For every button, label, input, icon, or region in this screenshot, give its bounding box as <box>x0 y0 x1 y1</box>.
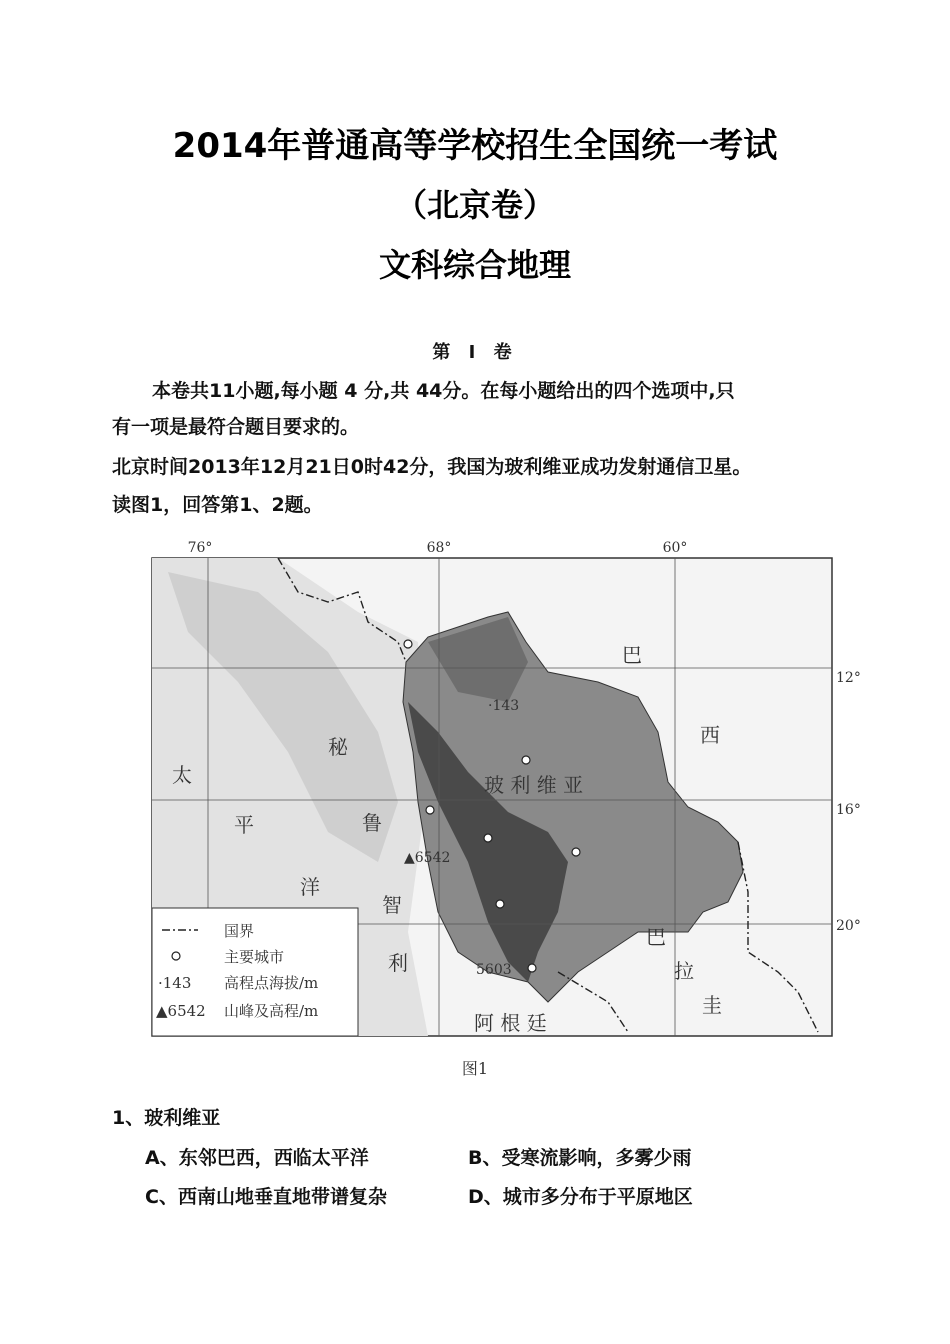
legend-peak-label: 山峰及高程/m <box>224 1002 319 1020</box>
label-pacific-2: 平 <box>234 813 254 837</box>
lat-label-16: 16° <box>836 802 861 818</box>
lon-label-60: 60° <box>662 540 688 556</box>
lat-label-12: 12° <box>836 670 861 686</box>
map-legend <box>152 908 358 1036</box>
reading-prompt: 读图1，回答第1、2题。 <box>112 494 323 516</box>
exam-title: 2014年普通高等学校招生全国统一考试 <box>172 126 778 166</box>
label-paraguay-1: 巴 <box>646 925 666 949</box>
label-pacific-3: 洋 <box>300 875 320 899</box>
label-peru-2: 鲁 <box>362 811 382 835</box>
label-brazil-1: 巴 <box>622 643 642 667</box>
instruction-line-1: 本卷共11小题,每小题 4 分,共 44分。在每小题给出的四个选项中,只 <box>152 380 735 402</box>
question-1-stem: 1、玻利维亚 <box>112 1107 221 1129</box>
option-a: A、东邻巴西，西临太平洋 <box>145 1147 369 1169</box>
label-paraguay-3: 圭 <box>702 993 722 1017</box>
label-chile-1: 智 <box>382 893 402 917</box>
lon-label-68: 68° <box>426 540 452 556</box>
peak-5603: 5603 <box>476 962 512 978</box>
label-peru-1: 秘 <box>328 735 348 759</box>
instruction-line-2: 有一项是最符合题目要求的。 <box>112 416 360 438</box>
label-paraguay-2: 拉 <box>674 959 694 983</box>
legend-peak-symbol: ▲6542 <box>156 1002 206 1020</box>
option-d: D、城市多分布于平原地区 <box>468 1186 693 1208</box>
label-brazil-2: 西 <box>700 723 720 747</box>
lon-label-76: 76° <box>187 540 213 556</box>
bolivia-map <box>128 532 861 1052</box>
legend-city-symbol <box>172 952 180 960</box>
exam-subtitle: （北京卷） <box>394 186 555 224</box>
option-c: C、西南山地垂直地带谱复杂 <box>145 1186 387 1208</box>
legend-city-label: 主要城市 <box>224 948 285 966</box>
label-argentina: 阿 根 廷 <box>474 1011 547 1035</box>
label-bolivia: 玻 利 维 亚 <box>484 773 584 797</box>
exam-subject: 文科综合地理 <box>378 246 571 284</box>
legend-elevation-symbol: ·143 <box>158 974 192 992</box>
peak-6542: ▲6542 <box>404 850 451 866</box>
section-heading: 第 Ⅰ 卷 <box>432 342 518 363</box>
legend-border-label: 国界 <box>224 922 255 940</box>
label-pacific-1: 太 <box>172 763 192 787</box>
lat-label-20: 20° <box>836 918 861 934</box>
figure-caption: 图1 <box>461 1059 489 1078</box>
option-b: B、受寒流影响，多雾少雨 <box>468 1147 692 1169</box>
elevation-point: ·143 <box>488 698 520 714</box>
context-line: 北京时间2013年12月21日0时42分，我国为玻利维亚成功发射通信卫星。 <box>112 456 752 478</box>
legend-elevation-label: 高程点海拔/m <box>224 974 319 992</box>
label-chile-2: 利 <box>388 951 408 975</box>
